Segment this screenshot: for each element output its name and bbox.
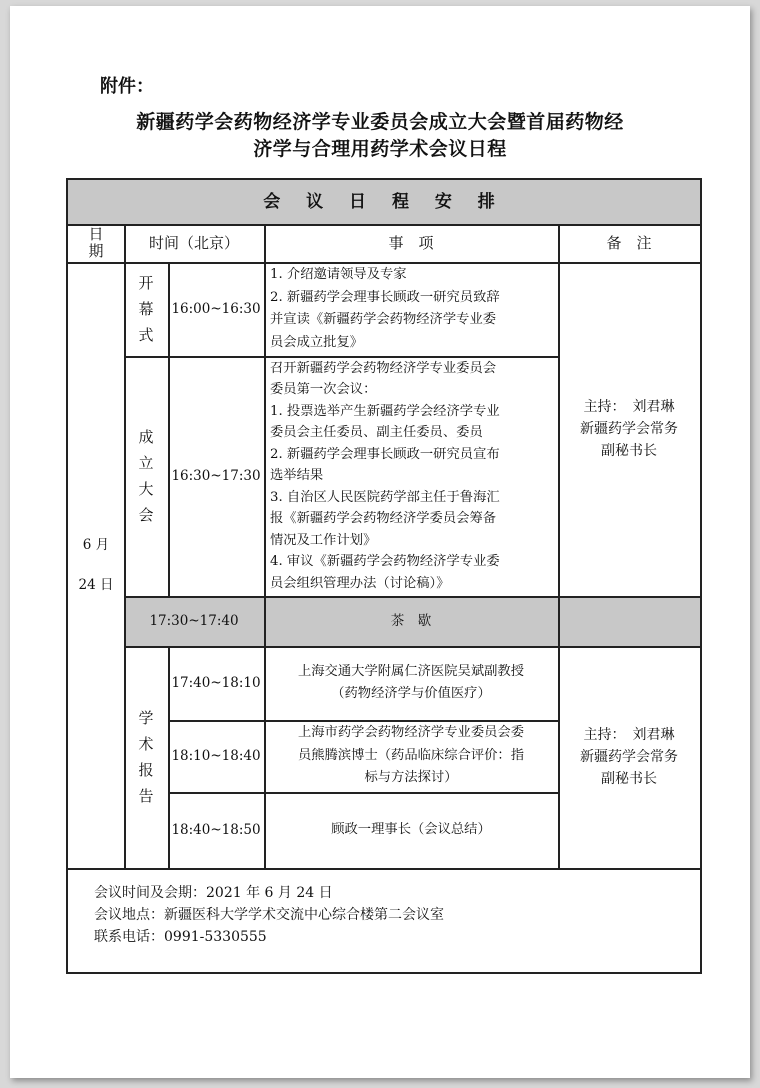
- opening-items: 1. 介绍邀请领导及专家 2. 新疆药学会理事长顾政一研究员致辞 并宣读《新疆药学会药物经济学专业委 员会成立批复》: [270, 267, 500, 350]
- contact-phone: 联系电话：0991-5330555: [94, 929, 267, 945]
- founding-items: 召开新疆药学会药物经济学专业委员会 委员第一次会议： 1. 投票选举产生新疆药学会经济学专业 委员会主任委员、副主任委员、委员 2. 新疆药学会理事长顾政一研究员宣布 选举结果 3. 自治区人民医院药学部主任于鲁海汇 报《新疆药学会药物经济学委员会筹备 情况及工作计划》 4. 审议《新疆药学会药物经济学专业委 员会组织管理办法（讨论稿）》: [270, 360, 500, 591]
- attachment-label: 附件：: [100, 76, 154, 97]
- opening-time: 16:00~16:30: [171, 301, 261, 317]
- talk-3-content: 顾政一理事长（会议总结）: [331, 821, 491, 837]
- date-cell: 6 月 24 日: [78, 537, 114, 593]
- column-header-time: 时间（北京）: [148, 234, 239, 252]
- column-header-date: 日 期: [88, 225, 104, 260]
- meeting-time: 会议时间及会期：2021 年 6 月 24 日: [94, 885, 333, 901]
- talk-1-content: 上海交通大学附属仁济医院吴斌副教授 （药物经济学与价值医疗）: [297, 663, 525, 701]
- talk-3-time: 18:40~18:50: [171, 822, 261, 838]
- talk-2-time: 18:10~18:40: [171, 748, 261, 764]
- session-label-academic: 学 术 报 告: [138, 709, 154, 805]
- founding-time: 16:30~17:30: [171, 468, 261, 484]
- tea-break-time: 17:30~17:40: [149, 613, 239, 629]
- schedule-table: [66, 178, 702, 974]
- document-title-line2: 济学与合理用药学术会议日程: [253, 138, 507, 160]
- note-host-lower: 主持： 刘君琳 新疆药学会常务 副秘书长: [580, 727, 678, 787]
- meeting-info: [94, 882, 444, 948]
- column-header-note: 备 注: [606, 234, 652, 252]
- session-label-opening: 开 幕 式: [138, 274, 154, 344]
- column-header-item: 事 项: [388, 234, 434, 252]
- document-title-line1: 新疆药学会药物经济学专业委员会成立大会暨首届药物经: [136, 111, 624, 133]
- note-host-upper: 主持： 刘君琳 新疆药学会常务 副秘书长: [580, 399, 678, 459]
- talk-1-time: 17:40~18:10: [171, 675, 261, 691]
- meeting-location: 会议地点：新疆医科大学学术交流中心综合楼第二会议室: [94, 907, 444, 923]
- session-label-founding: 成 立 大 会: [138, 428, 154, 524]
- tea-break-label: 茶 歇: [390, 613, 432, 629]
- talk-2-content: 上海市药学会药物经济学专业委员会委 员熊腾滨博士（药品临床综合评价：指 标与方法探讨）: [297, 725, 525, 786]
- table-header-title: 会 议 日 程 安 排: [263, 192, 505, 212]
- document-page: [10, 6, 750, 1078]
